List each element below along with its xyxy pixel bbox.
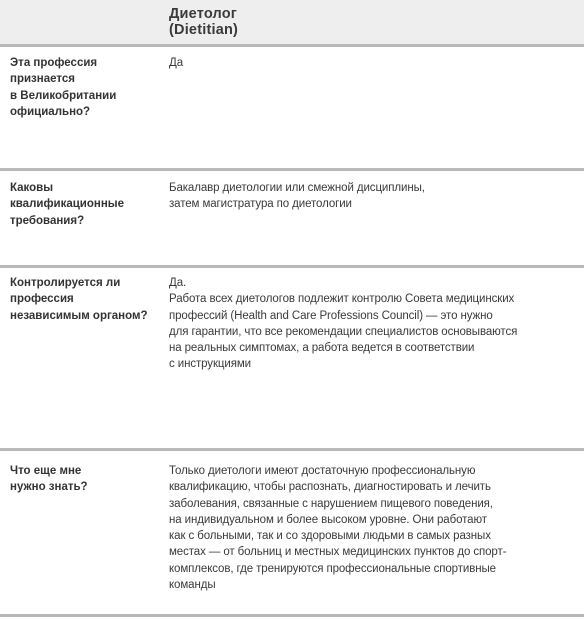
answer-cell: Бакалавр диетологии или смежной дисциплины, затем магистратура по диетологии	[169, 182, 425, 211]
question-cell: Контролируется ли профессия независимым органом?	[10, 277, 148, 322]
question-cell: Что еще мне нужно знать?	[10, 465, 88, 494]
question-cell: Эта профессия признается в Великобритании официально?	[10, 57, 117, 118]
row-divider	[0, 448, 584, 451]
answer-cell: Да	[169, 57, 183, 69]
row-divider	[0, 614, 584, 617]
answer-cell: Только диетологи имеют достаточную профессиональную квалификацию, чтобы распознать, диагностировать и лечить заболевания, связанные с нарушением пищевого поведения, на индивидуальном и более высоком уровне. Они работают как с больными, так и со здоровыми людьми в самых разных местах — от больниц и местных медицинских пунктов до спорт- комплексов, где тренируются профессиональные спортивные команды	[169, 465, 507, 592]
table-header	[0, 0, 584, 44]
row-divider	[0, 44, 584, 47]
row-divider	[0, 265, 584, 268]
row-divider	[0, 168, 584, 171]
profession-title: Диетолог (Dietitian)	[169, 6, 239, 38]
question-cell: Каковы квалификационные требования?	[10, 182, 125, 227]
answer-cell: Да. Работа всех диетологов подлежит контролю Совета медицинских профессий (Health and Care Professions Council) — это нужно для гарантии, что все рекомендации специалистов основываются на реальных симптомах, а работа ведется в соответствии с инструкциями	[169, 277, 518, 371]
